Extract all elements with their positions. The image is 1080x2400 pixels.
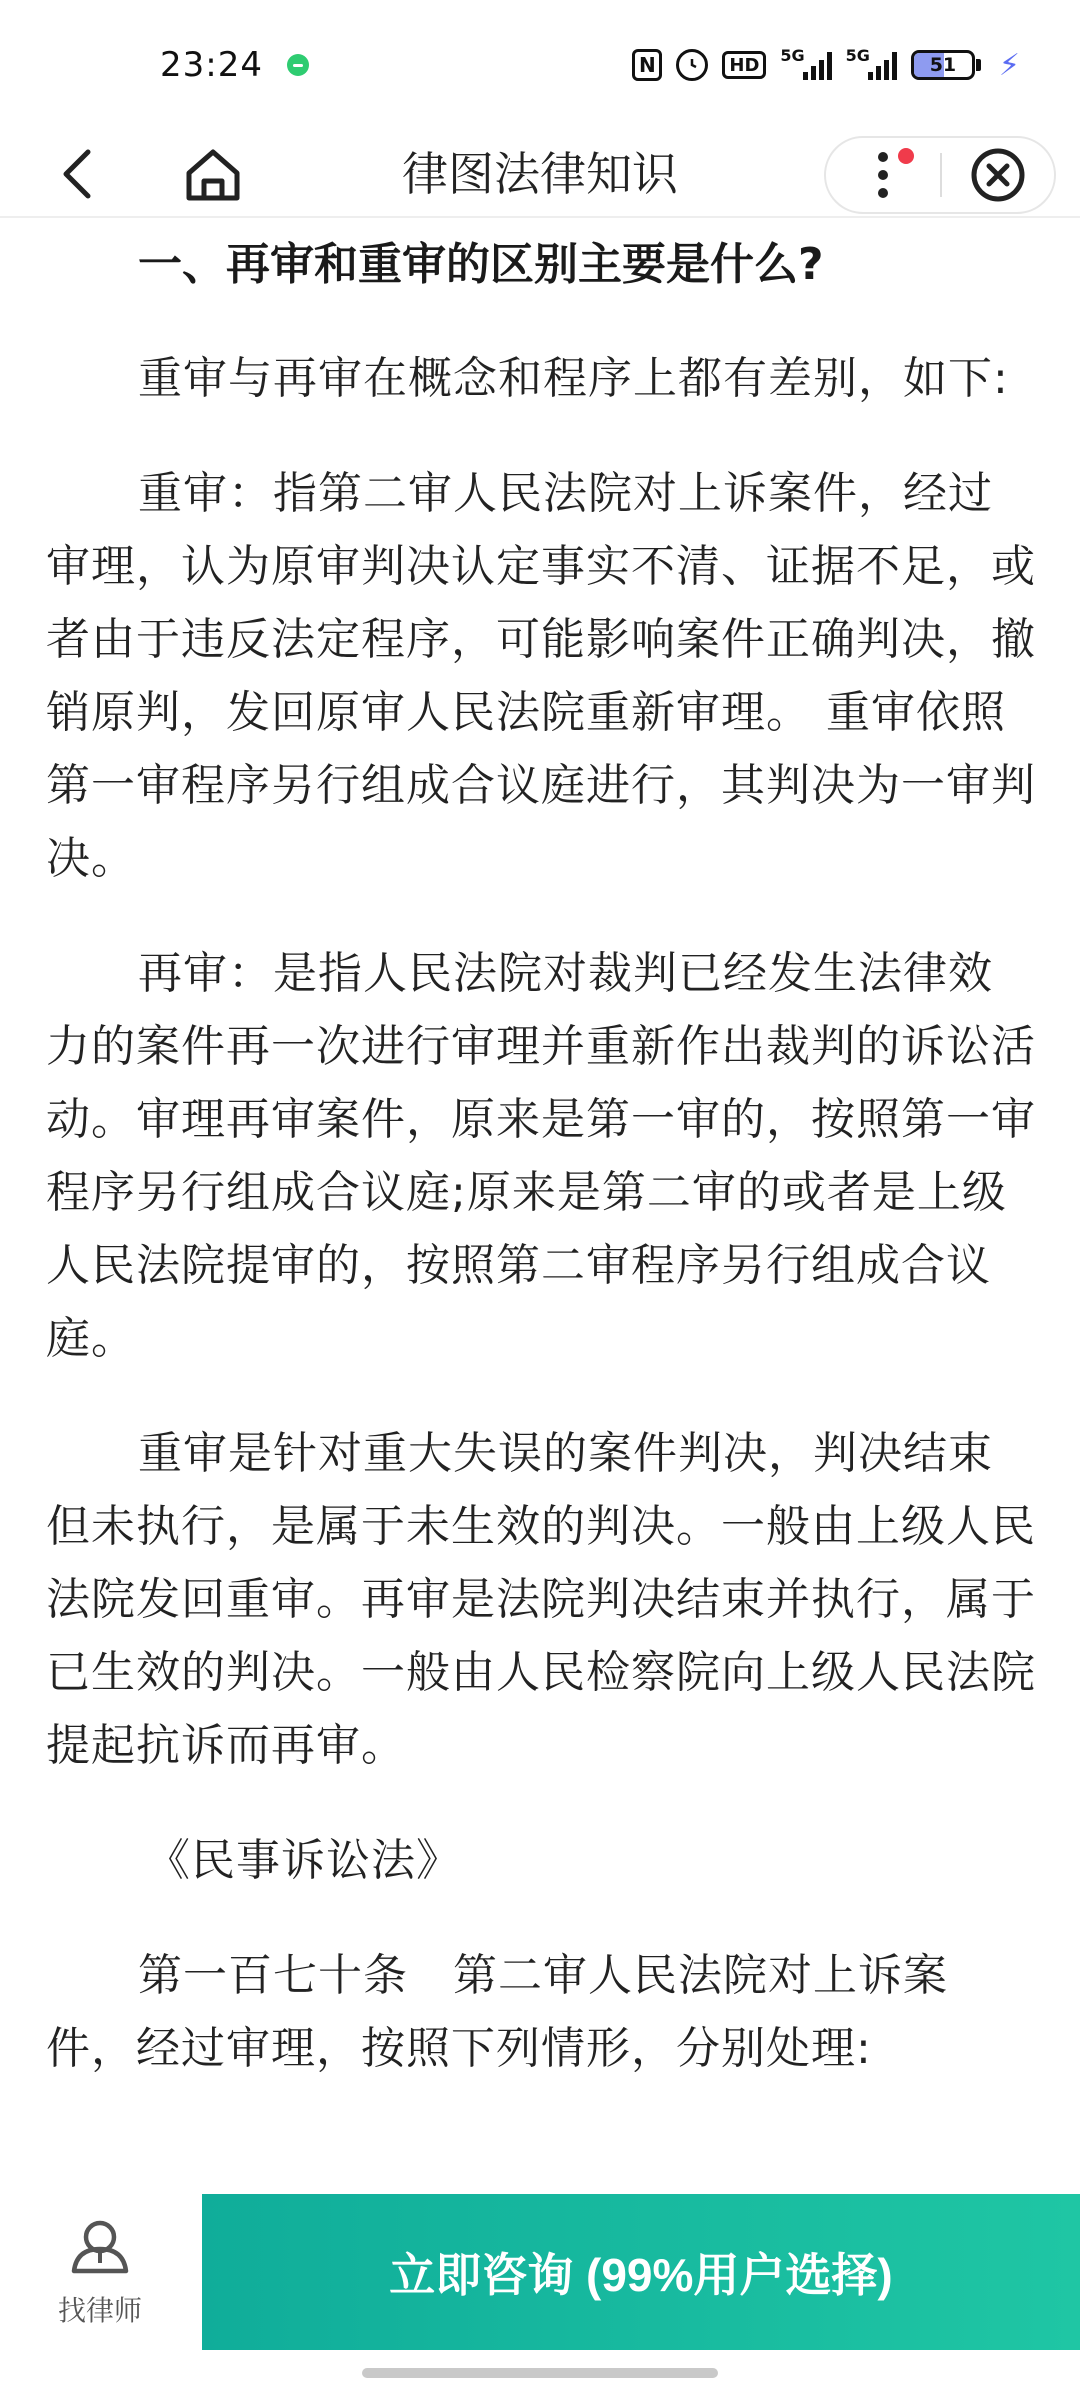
law-title: 《民事诉讼法》 [146, 1835, 461, 1886]
article-heading: 一、再审和重审的区别主要是什么? [138, 239, 824, 290]
close-button[interactable] [942, 138, 1054, 212]
consult-now-button[interactable]: 立即咨询 (99%用户选择) [202, 2194, 1080, 2350]
find-lawyer-button[interactable] [0, 2192, 200, 2352]
signal-2-icon [846, 47, 897, 83]
notification-dot [898, 148, 914, 164]
battery-level: 51 [929, 54, 957, 76]
status-time: 23:24 [160, 45, 263, 85]
article-paragraph: 再审：是指人民法院对裁判已经发生法律效力的案件再一次进行审理并重新作出裁判的诉讼活动。审理再审案件，原来是第一审的，按照第一审程序另行组成合议庭;原来是第二审的或者是上级人民法院提审的，按照第二审程序另行组成合议庭。 [46, 948, 1036, 1364]
nfc-icon: N [632, 49, 662, 81]
article-paragraph: 重审：指第二审人民法院对上诉案件，经过审理，认为原审判决认定事实不清、证据不足，或者由于违反法定程序，可能影响案件正确判决，撤销原判，发回原审人民法院重新审理。 重审依照第一审程序另行组成合议庭进行，其判决为一审判决。 [46, 468, 1036, 884]
home-icon [184, 147, 242, 203]
signal-1-icon [780, 47, 831, 83]
article-paragraph: 第一百七十条 第二审人民法院对上诉案件，经过审理，按照下列情形，分别处理: [46, 1950, 948, 2074]
home-indicator[interactable] [362, 2368, 718, 2378]
find-lawyer-label: 找律师 [57, 2294, 142, 2327]
lawyer-icon [68, 2215, 132, 2279]
home-button[interactable] [180, 142, 246, 208]
nav-bar [0, 130, 1080, 218]
alarm-icon [676, 49, 708, 81]
back-button[interactable] [48, 144, 108, 204]
more-vertical-icon [876, 150, 890, 200]
more-button[interactable] [826, 138, 940, 212]
article-paragraph: 重审是针对重大失误的案件判决，判决结束但未执行，是属于未生效的判决。一般由上级人民法院发回重审。再审是法院判决结束并执行，属于已生效的判决。一般由人民检察院向上级人民法院提起抗诉而再审。 [46, 1428, 1036, 1771]
mini-program-capsule [824, 136, 1056, 214]
article-content [46, 220, 1036, 2085]
charging-icon: ⚡ [998, 47, 1020, 83]
network-2-label: 5G [845, 45, 870, 65]
bottom-action-bar [0, 2192, 1080, 2352]
page-title: 律图法律知识 [402, 147, 678, 201]
status-right [632, 47, 1020, 83]
hd-voice-icon: HD [722, 51, 766, 79]
close-circle-icon [970, 147, 1026, 203]
chevron-left-icon [58, 146, 98, 202]
article-paragraph: 重审与再审在概念和程序上都有差别，如下: [138, 353, 1009, 404]
status-left [160, 45, 309, 85]
message-notification-icon [287, 54, 309, 76]
network-1-label: 5G [780, 45, 805, 65]
battery-icon [911, 50, 981, 80]
status-bar [0, 0, 1080, 130]
